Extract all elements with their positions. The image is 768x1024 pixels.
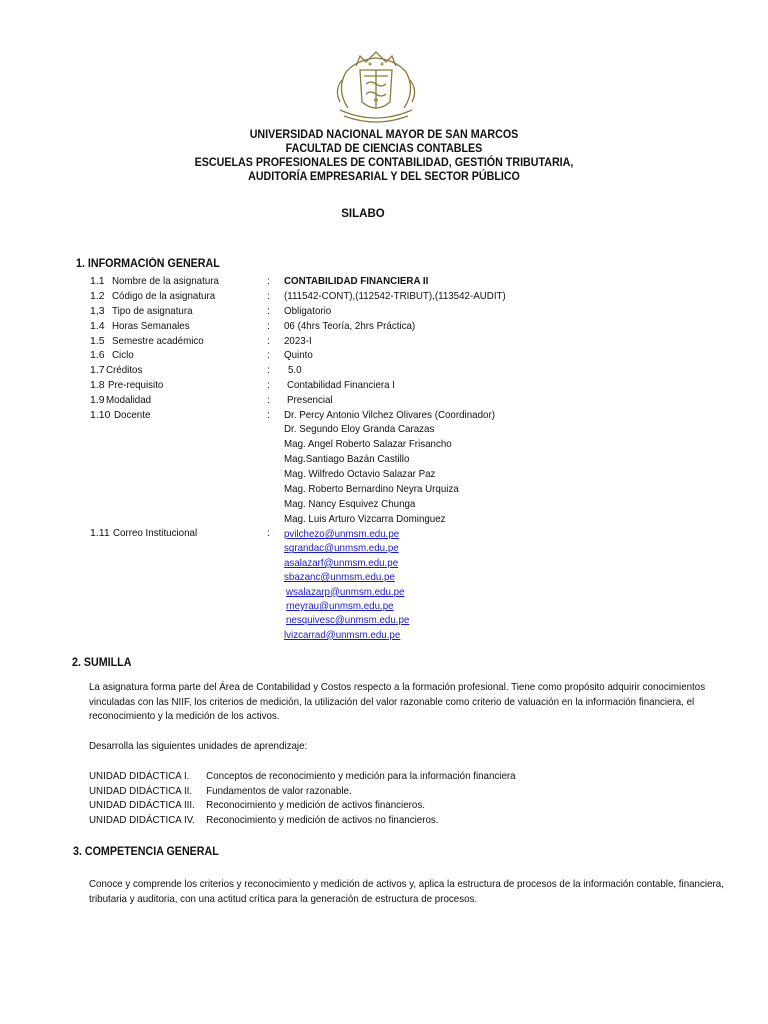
info-row-label: Semestre académico [112, 335, 204, 347]
info-row-number: 1.2 [90, 290, 105, 302]
info-row-value: Obligatorio [284, 305, 332, 317]
info-row-colon: : [267, 379, 270, 391]
schools-line-2: AUDITORÍA EMPRESARIAL Y DEL SECTOR PÚBLICO [248, 171, 520, 183]
unit-item [89, 784, 759, 799]
sumilla-paragraph [89, 680, 731, 724]
email-link[interactable]: sbazanc@unmsm.edu.pe [284, 571, 395, 584]
info-row-number: 1.6 [90, 349, 105, 361]
document-header [27, 128, 741, 184]
info-row-colon: : [267, 275, 270, 287]
info-row-number: 1,3 [90, 305, 105, 317]
info-row-value: Presencial [287, 394, 333, 406]
info-row-value: CONTABILIDAD FINANCIERA II [284, 275, 429, 287]
info-row-colon: : [267, 349, 270, 361]
info-row-value: 2023-I [284, 335, 312, 347]
info-row-colon: : [267, 409, 270, 421]
docentes-list [284, 422, 472, 527]
email-link[interactable]: rneyrau@unmsm.edu.pe [286, 599, 394, 612]
info-row-value: Dr. Percy Antonio Vilchez Olivares (Coordinador) [284, 409, 495, 421]
info-row-colon: : [267, 335, 270, 347]
info-row-number: 1.5 [90, 335, 105, 347]
info-row-number: 1.11 [90, 527, 110, 539]
info-row-number: 1.10 [90, 409, 111, 421]
info-row [0, 363, 768, 378]
unit-name: UNIDAD DIDÁCTICA II. [89, 784, 193, 797]
info-row-value: 5.0 [288, 364, 302, 376]
unit-item [89, 769, 759, 784]
info-row-colon: : [267, 364, 270, 376]
email-link[interactable]: lvizcarrad@unmsm.edu.pe [284, 628, 401, 641]
info-row-label: Horas Semanales [112, 320, 190, 332]
info-row [0, 304, 768, 319]
info-row [0, 319, 768, 334]
info-row [0, 274, 768, 289]
docente-item: Mag. Wilfredo Octavio Salazar Paz [284, 468, 436, 480]
section-3-title: 3. COMPETENCIA GENERAL [73, 846, 219, 858]
unit-item [89, 813, 759, 828]
university-name: UNIVERSIDAD NACIONAL MAYOR DE SAN MARCOS [249, 129, 519, 141]
info-row-label: Código de la asignatura [112, 290, 216, 302]
info-row [0, 334, 768, 349]
docente-item: Mag. Roberto Bernardino Neyra Urquiza [284, 483, 459, 495]
email-link[interactable]: wsalazarp@unmsm.edu.pe [286, 585, 405, 598]
unit-description: Fundamentos de valor razonable. [206, 784, 352, 797]
info-row [0, 408, 768, 423]
email-link[interactable]: asalazarf@unmsm.edu.pe [284, 556, 399, 569]
docente-item: Dr. Segundo Eloy Granda Carazas [284, 423, 435, 435]
docente-item: Mag.Santiago Bazán Castillo [284, 453, 410, 465]
info-row-colon: : [267, 290, 270, 302]
info-row-label: Ciclo [112, 349, 134, 361]
info-row-label: Tipo de asignatura [112, 305, 193, 317]
unit-name: UNIDAD DIDÁCTICA I. [89, 770, 190, 782]
info-row-number: 1.4 [90, 320, 105, 332]
info-row [0, 289, 768, 304]
info-row-colon: : [267, 305, 270, 317]
unit-item [89, 798, 759, 813]
unit-description: Conceptos de reconocimiento y medición para la información financiera [206, 770, 516, 782]
info-row-label: Pre-requisito [108, 379, 164, 391]
info-row-label: Nombre de la asignatura [112, 275, 219, 287]
info-row-number: 1.9 [90, 394, 105, 406]
info-row-label: Correo Institucional [113, 527, 198, 539]
info-row-value: Contabilidad Financiera I [287, 379, 396, 391]
docente-item: Mag. Nancy Esquivez Chunga [284, 498, 416, 510]
info-row-label: Docente [114, 409, 151, 421]
info-row-label: Créditos [106, 364, 143, 376]
info-row-value: Quinto [284, 349, 313, 361]
units-intro-text: Desarrolla las siguientes unidades de aprendizaje: [89, 740, 308, 752]
competencia-paragraph [89, 877, 731, 906]
info-row-value: 06 (4hrs Teoría, 2hrs Práctica) [284, 320, 416, 332]
info-row-number: 1.8 [90, 379, 105, 391]
docente-item: Mag. Angel Roberto Salazar Frisancho [284, 438, 452, 450]
competencia-text: Conoce y comprende los criterios y reconocimiento y medición de activos y, aplica la estructura de procesos de la información contable, financiera, tributaria y auditoria, con una actitud crítica para la generación de estructura de procesos. [89, 878, 724, 905]
units-intro [89, 739, 731, 754]
info-row-value: (111542-CONT),(112542-TRIBUT),(113542-AUDIT) [284, 290, 506, 302]
section-1-title: 1. INFORMACIÓN GENERAL [76, 258, 220, 270]
info-row [0, 378, 768, 393]
unit-name: UNIDAD DIDÁCTICA III. [89, 799, 195, 812]
email-link[interactable]: nesquivesc@unmsm.edu.pe [286, 614, 410, 627]
email-link[interactable]: sgrandac@unmsm.edu.pe [284, 542, 399, 555]
unit-description: Reconocimiento y medición de activos no financieros. [206, 813, 439, 826]
unit-name: UNIDAD DIDÁCTICA IV. [89, 813, 195, 826]
info-row-colon: : [267, 320, 270, 332]
document-title: SILABO [341, 208, 385, 220]
info-row-label: Modalidad [106, 394, 152, 406]
info-row-number: 1.7 [90, 364, 105, 376]
faculty-name: FACULTAD DE CIENCIAS CONTABLES [285, 143, 483, 155]
schools-line-1: ESCUELAS PROFESIONALES DE CONTABILIDAD, GESTIÓN TRIBUTARIA, [194, 157, 574, 169]
section-2-title: 2. SUMILLA [72, 657, 132, 669]
email-link[interactable]: pvilchezo@unmsm.edu.pe [284, 528, 400, 540]
info-row-number: 1.1 [90, 275, 105, 287]
email-list [284, 527, 419, 642]
docente-item: Mag. Luis Arturo Vizcarra Dominguez [284, 513, 446, 525]
info-row [0, 393, 768, 408]
units-list [89, 769, 768, 827]
university-seal-logo [326, 50, 426, 126]
info-row-colon: : [267, 527, 270, 539]
unit-description: Reconocimiento y medición de activos financieros. [206, 799, 425, 812]
sumilla-text: La asignatura forma parte del Área de Contabilidad y Costos respecto a la formación profesional. Tiene como propósito adquirir conocimientos vinculadas con las NIIF, los criterios de medición, la utilización del valor razonable como criterio de valuación en la información financiera, el reconocimiento y la medición de los activos. [89, 681, 706, 723]
info-row-colon: : [267, 394, 270, 406]
info-row [0, 348, 768, 363]
